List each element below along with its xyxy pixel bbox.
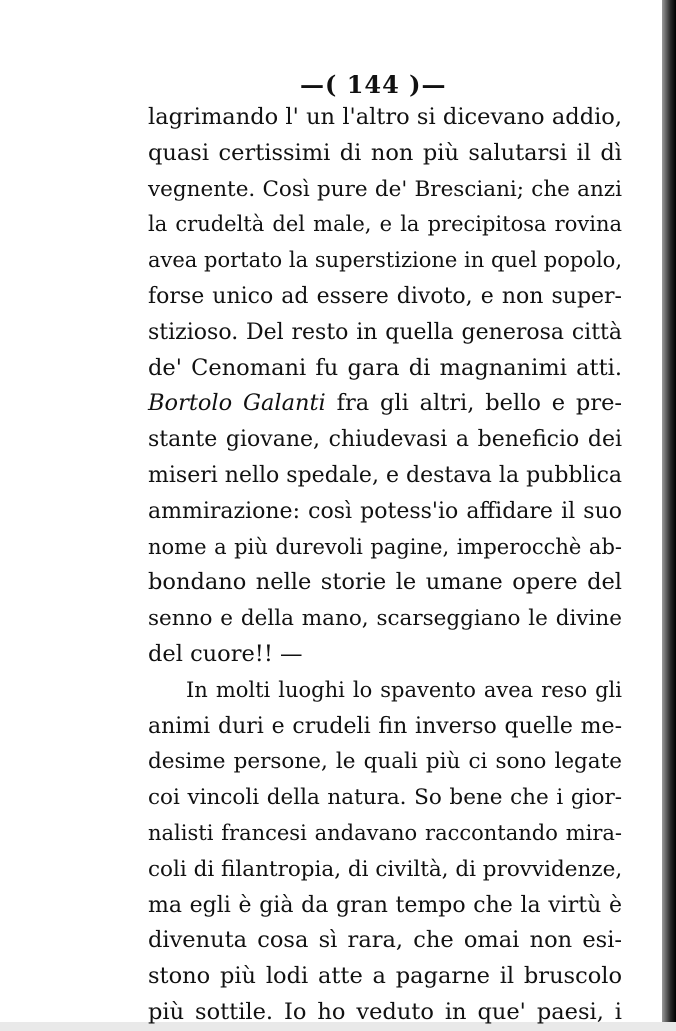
text-line: coi vincoli della natura. So bene che i gior-	[148, 785, 622, 811]
text-line: de' Cenomani fu gara di magnanimi atti.	[148, 354, 622, 381]
text-line: miseri nello spedale, e destava la pubblica	[148, 462, 622, 488]
text-line: bondano nelle storie le umane opere del	[148, 569, 622, 596]
text-line: la crudeltà del male, e la precipitosa rovina	[148, 212, 622, 237]
text-line-rest: fra gli altri, bello e pre-	[336, 390, 623, 417]
body-text	[148, 100, 622, 1031]
text-line: forse unico ad essere divoto, e non super-	[148, 283, 622, 309]
text-line: lagrimando l' un l'altro si dicevano addio,	[148, 104, 622, 130]
text-line: del cuore!! —	[148, 640, 303, 667]
text-line: nome a più durevoli pagine, imperocchè ab-	[148, 534, 622, 559]
text-line: avea portato la superstizione in quel popolo,	[148, 248, 622, 273]
page-number: —( 144 )—	[300, 70, 447, 99]
paragraph-start-line: In molti luoghi lo spavento avea reso gli	[186, 677, 622, 702]
text-line: divenuta cosa sì rara, che omai non esi-	[148, 927, 622, 954]
text-line: più sottile. Io ho veduto in que' paesi, i	[148, 998, 622, 1025]
book-spine-edge	[662, 0, 676, 1022]
text-line: stono più lodi atte a pagarne il bruscolo	[148, 963, 622, 990]
text-line: ammirazione: così potess'io affidare il suo	[148, 498, 622, 524]
text-line: desime persone, le quali più ci sono legate	[148, 749, 622, 775]
text-line-with-name	[148, 386, 622, 422]
text-line: ma egli è già da gran tempo che la virtù è	[148, 892, 622, 918]
text-line: stizioso. Del resto in quella generosa città	[148, 319, 622, 345]
text-line: vegnente. Così pure de' Bresciani; che anzi	[148, 176, 622, 202]
text-line: nalisti francesi andavano raccontando mira-	[148, 820, 622, 845]
text-line: stante giovane, chiudevasi a beneficio dei	[148, 427, 622, 453]
text-line: animi duri e crudeli fin inverso quelle me-	[148, 713, 622, 739]
text-line: quasi certissimi di non più salutarsi il dì	[148, 139, 622, 166]
italic-name: Bortolo Galanti	[148, 390, 326, 417]
text-line: senno e della mano, scarseggiano le divine	[148, 606, 622, 632]
text-line: coli di filantropia, di civiltà, di provvidenze,	[148, 856, 623, 882]
